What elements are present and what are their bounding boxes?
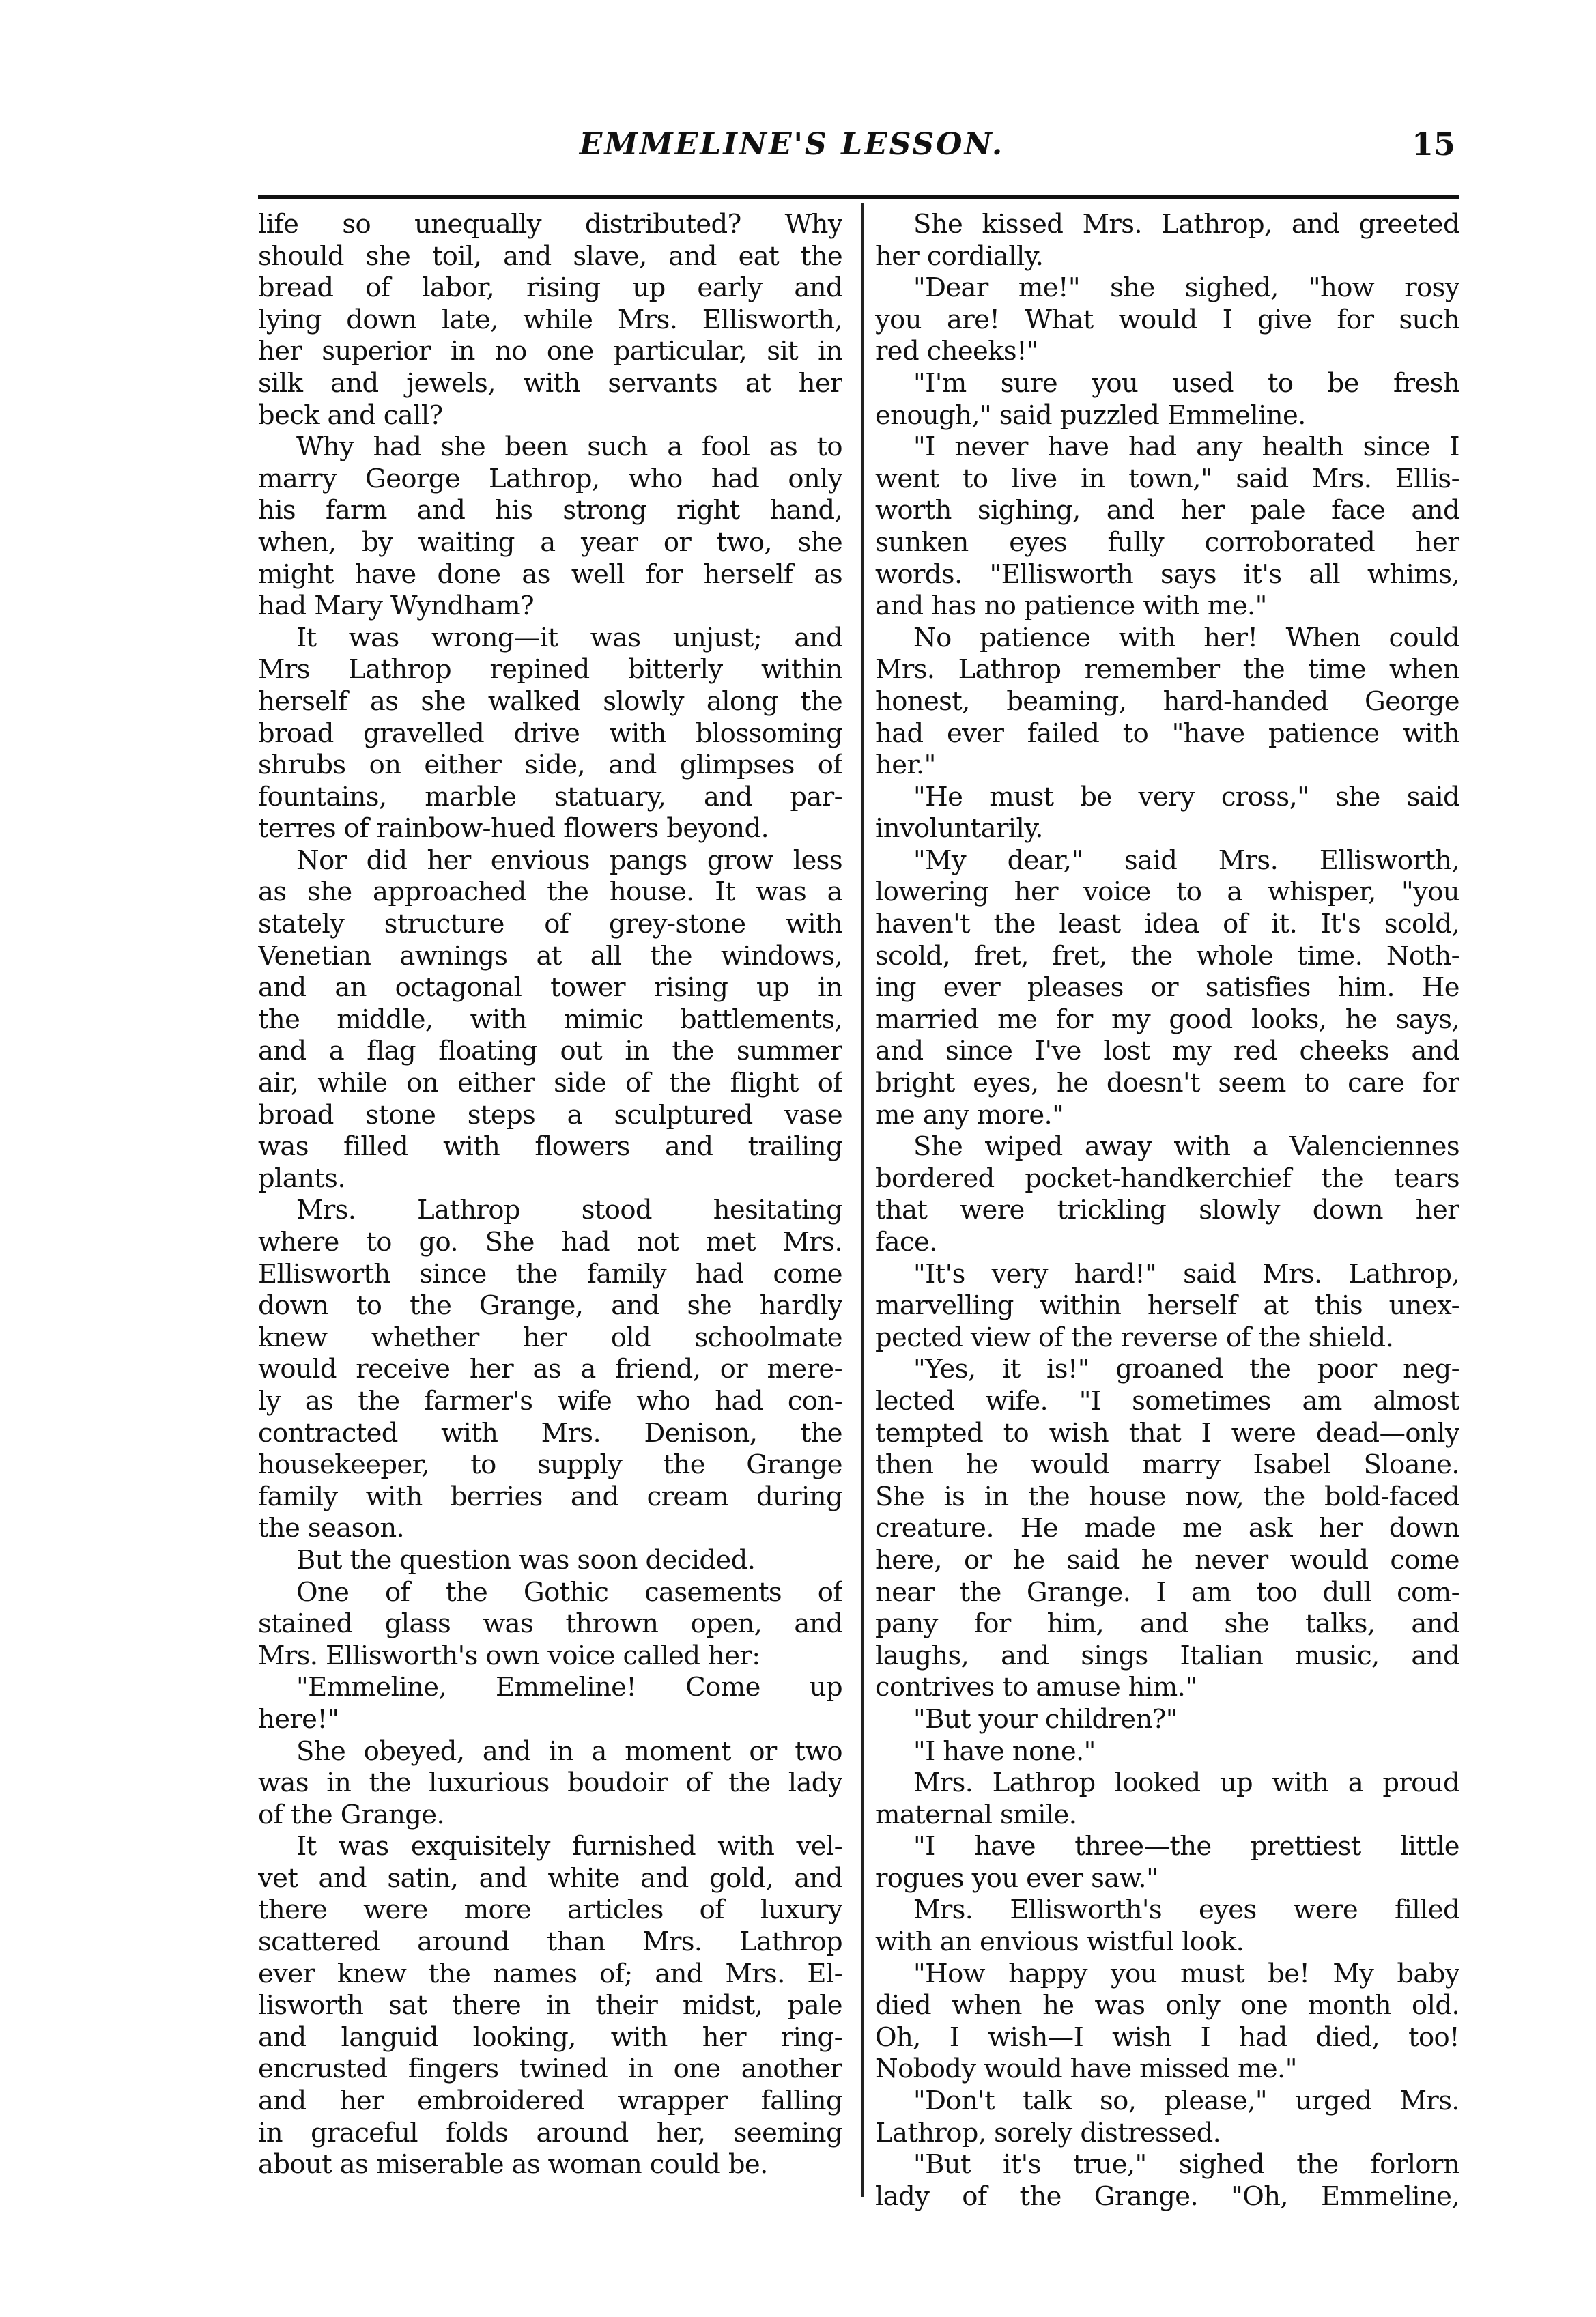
text-line: where to go. She had not met Mrs. (258, 1227, 842, 1257)
text-line: lowering her voice to a whisper, "you (875, 877, 1459, 908)
text-line: you are! What would I give for such (875, 304, 1459, 335)
text-line: She wiped away with a Valenciennes (913, 1131, 1459, 1163)
text-line: "Yes, it is!" groaned the poor neg- (913, 1354, 1459, 1385)
text-line: stained glass was thrown open, and (258, 1608, 842, 1640)
text-line: "It's very hard!" said Mrs. Lathrop, (913, 1258, 1459, 1290)
text-line: air, while on either side of the flight of (258, 1068, 842, 1099)
text-line: "I have none." (913, 1735, 1096, 1767)
text-line: when, by waiting a year or two, she (258, 526, 842, 558)
text-line: and languid looking, with her ring- (258, 2021, 842, 2053)
text-line: tempted to wish that I were dead—only (875, 1417, 1459, 1449)
text-line: involuntarily. (875, 813, 1043, 844)
text-line: me any more." (875, 1099, 1064, 1131)
text-line: here!" (258, 1703, 339, 1735)
text-line: her superior in no one particular, sit in (258, 336, 842, 367)
text-line: should she toil, and slave, and eat the (258, 240, 842, 272)
text-line: near the Grange. I am too dull com- (875, 1576, 1459, 1608)
text-line: face. (875, 1227, 937, 1257)
text-line: down to the Grange, and she hardly (258, 1290, 842, 1322)
text-line: life so unequally distributed? Why (258, 209, 842, 240)
text-line: Ellisworth since the family had come (258, 1258, 842, 1290)
text-line: She kissed Mrs. Lathrop, and greeted (913, 209, 1459, 240)
text-line: herself as she walked slowly along the (258, 685, 842, 717)
text-line: with an envious wistful look. (875, 1927, 1244, 1958)
text-line: went to live in town," said Mrs. Ellis- (875, 463, 1459, 494)
text-line: Venetian awnings at all the windows, (258, 940, 842, 971)
text-line: vet and satin, and white and gold, and (258, 1862, 842, 1894)
page-number: 15 (1412, 126, 1456, 162)
text-line: Nobody would have missed me." (875, 2053, 1297, 2085)
text-line: Why had she been such a fool as to (296, 431, 842, 463)
text-line: silk and jewels, with servants at her (258, 367, 842, 399)
text-line: broad stone steps a sculptured vase (258, 1099, 842, 1131)
text-line: plants. (258, 1163, 345, 1194)
text-line: "But your children?" (913, 1703, 1178, 1735)
text-line: lady of the Grange. "Oh, Emmeline, (875, 2180, 1459, 2212)
text-line: Mrs. Ellisworth's eyes were filled (913, 1894, 1459, 1926)
text-line: "Emmeline, Emmeline! Come up (296, 1672, 842, 1703)
header-rule (258, 195, 1459, 199)
text-line: laughs, and sings Italian music, and (875, 1640, 1459, 1671)
text-line: ever knew the names of; and Mrs. El- (258, 1958, 842, 1989)
text-line: pany for him, and she talks, and (875, 1608, 1459, 1640)
text-line: housekeeper, to supply the Grange (258, 1449, 842, 1481)
text-line: "I never have had any health since I (913, 431, 1459, 463)
text-line: broad gravelled drive with blossoming (258, 717, 842, 749)
text-line: Mrs. Lathrop looked up with a proud (913, 1767, 1459, 1799)
text-line: terres of rainbow-hued flowers beyond. (258, 813, 769, 844)
text-line: honest, beaming, hard-handed George (875, 685, 1459, 717)
text-line: sunken eyes fully corroborated her (875, 526, 1459, 558)
text-line: family with berries and cream during (258, 1481, 842, 1512)
text-line: lying down late, while Mrs. Ellisworth, (258, 304, 842, 335)
text-line: No patience with her! When could (913, 622, 1459, 653)
text-line: contrives to amuse him." (875, 1672, 1197, 1703)
text-line: contracted with Mrs. Denison, the (258, 1417, 842, 1449)
text-line: died when he was only one month old. (875, 1990, 1459, 2021)
text-line: then he would marry Isabel Sloane. (875, 1449, 1459, 1481)
text-line: ly as the farmer's wife who had con- (258, 1385, 842, 1417)
text-line: there were more articles of luxury (258, 1894, 842, 1926)
text-line: One of the Gothic casements of (296, 1576, 842, 1608)
text-line: about as miserable as woman could be. (258, 2149, 768, 2180)
text-line: Mrs. Lathrop remember the time when (875, 654, 1459, 685)
text-line: the middle, with mimic battlements, (258, 1004, 842, 1035)
text-line: stately structure of grey-stone with (258, 909, 842, 940)
text-line: marry George Lathrop, who had only (258, 463, 842, 494)
text-line: lected wife. "I sometimes am almost (875, 1385, 1459, 1417)
text-line: knew whether her old schoolmate (258, 1322, 842, 1353)
text-line: It was wrong—it was unjust; and (296, 622, 842, 653)
text-line: Oh, I wish—I wish I had died, too! (875, 2021, 1459, 2053)
column-divider (861, 203, 864, 2197)
text-line: had ever failed to "have patience with (875, 717, 1459, 749)
text-line: Mrs Lathrop repined bitterly within (258, 654, 842, 685)
text-line: her." (875, 750, 936, 781)
text-line: shrubs on either side, and glimpses of (258, 750, 842, 781)
right-text-column (875, 209, 1459, 2213)
running-title: EMMELINE'S LESSON. (579, 127, 1005, 162)
text-line: rogues you ever saw." (875, 1862, 1158, 1894)
text-line: creature. He made me ask her down (875, 1513, 1459, 1544)
text-line: Nor did her envious pangs grow less (296, 844, 842, 876)
text-line: bordered pocket-handkerchief the tears (875, 1163, 1459, 1194)
text-line: here, or he said he never would come (875, 1544, 1459, 1576)
text-line: the season. (258, 1513, 405, 1544)
text-line: married me for my good looks, he says, (875, 1004, 1459, 1035)
text-line: and an octagonal tower rising up in (258, 972, 842, 1004)
text-line: fountains, marble statuary, and par- (258, 781, 842, 812)
text-line: "I'm sure you used to be fresh (913, 367, 1459, 399)
text-line: was in the luxurious boudoir of the lady (258, 1767, 842, 1799)
text-line: encrusted fingers twined in one another (258, 2053, 842, 2085)
text-line: But the question was soon decided. (296, 1544, 756, 1576)
text-line: might have done as well for herself as (258, 558, 842, 590)
text-line: was filled with flowers and trailing (258, 1131, 842, 1163)
text-line: marvelling within herself at this unex- (875, 1290, 1459, 1322)
text-line: red cheeks!" (875, 336, 1039, 367)
text-line: and has no patience with me." (875, 591, 1267, 622)
text-line: Mrs. Ellisworth's own voice called her: (258, 1640, 760, 1671)
text-line: and since I've lost my red cheeks and (875, 1036, 1459, 1067)
text-line: worth sighing, and her pale face and (875, 495, 1459, 526)
text-line: would receive her as a friend, or mere- (258, 1354, 842, 1385)
text-line: pected view of the reverse of the shield. (875, 1322, 1394, 1353)
text-line: bread of labor, rising up early and (258, 272, 842, 304)
text-line: ing ever pleases or satisfies him. He (875, 972, 1459, 1004)
text-line: enough," said puzzled Emmeline. (875, 399, 1306, 431)
text-line: She is in the house now, the bold-faced (875, 1481, 1459, 1512)
text-line: scold, fret, fret, the whole time. Noth- (875, 940, 1459, 971)
text-line: in graceful folds around her, seeming (258, 2117, 842, 2148)
text-line: lisworth sat there in their midst, pale (258, 1990, 842, 2021)
text-line: bright eyes, he doesn't seem to care for (875, 1068, 1459, 1099)
text-line: his farm and his strong right hand, (258, 495, 842, 526)
text-line: and her embroidered wrapper falling (258, 2086, 842, 2117)
text-line: "My dear," said Mrs. Ellisworth, (913, 844, 1459, 876)
text-line: beck and call? (258, 399, 443, 431)
left-text-column (258, 209, 842, 2181)
text-line: It was exquisitely furnished with vel- (296, 1831, 842, 1862)
text-line: "Don't talk so, please," urged Mrs. (913, 2086, 1459, 2117)
text-line: words. "Ellisworth says it's all whims, (875, 558, 1459, 590)
text-line: that were trickling slowly down her (875, 1195, 1459, 1226)
text-line: She obeyed, and in a moment or two (296, 1735, 842, 1767)
text-line: scattered around than Mrs. Lathrop (258, 1927, 842, 1958)
text-line: and a flag floating out in the summer (258, 1036, 842, 1067)
text-line: of the Grange. (258, 1799, 445, 1830)
text-line: had Mary Wyndham? (258, 591, 535, 622)
text-line: "How happy you must be! My baby (913, 1958, 1459, 1989)
text-line: "He must be very cross," she said (913, 781, 1459, 812)
text-line: haven't the least idea of it. It's scold, (875, 909, 1459, 940)
text-line: "But it's true," sighed the forlorn (913, 2149, 1459, 2180)
text-line: "Dear me!" she sighed, "how rosy (913, 272, 1459, 304)
text-line: maternal smile. (875, 1799, 1077, 1830)
text-line: as she approached the house. It was a (258, 877, 842, 908)
text-line: Mrs. Lathrop stood hesitating (296, 1195, 842, 1226)
text-line: Lathrop, sorely distressed. (875, 2117, 1221, 2148)
text-line: "I have three—the prettiest little (913, 1831, 1459, 1862)
text-line: her cordially. (875, 240, 1044, 272)
